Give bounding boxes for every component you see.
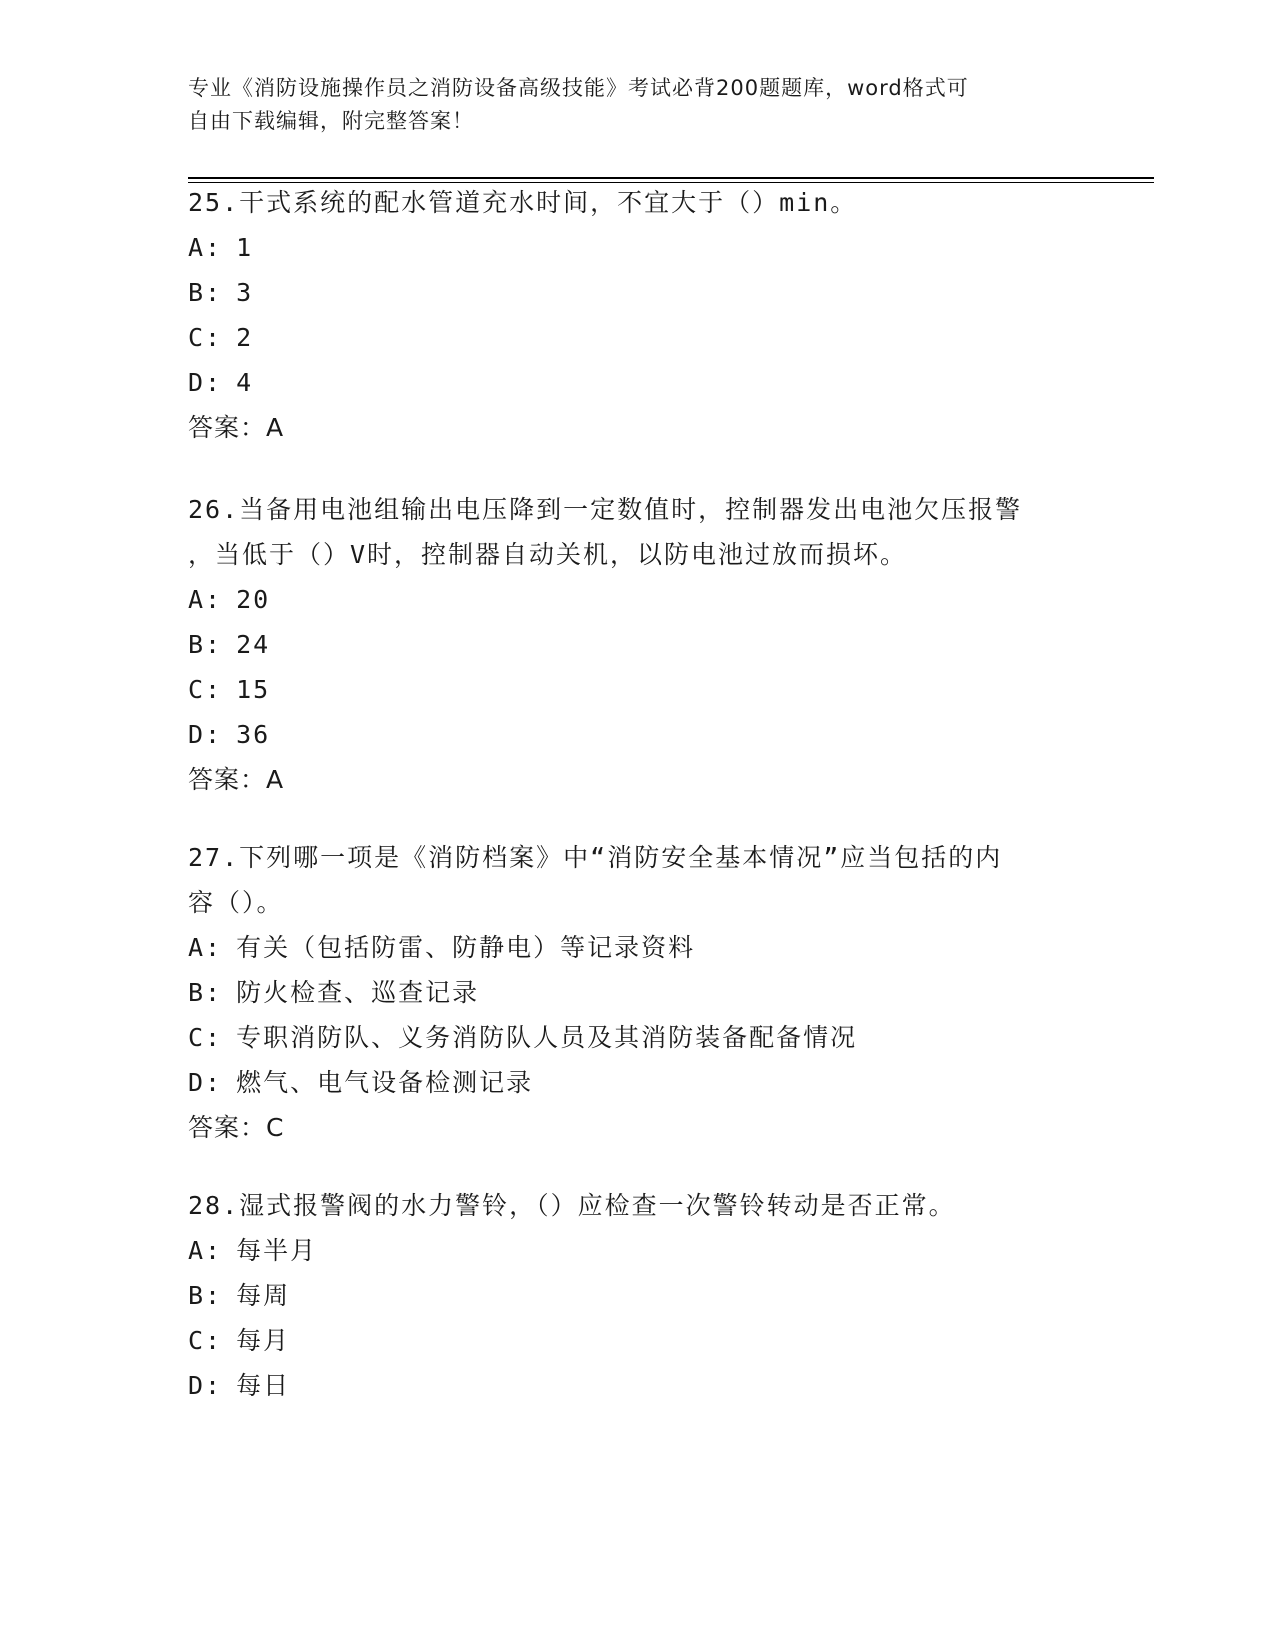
option-b [188,270,1068,315]
option-key: A: [188,1236,223,1265]
option-c [188,1318,1068,1363]
question-stem-line-1: 26.当备用电池组输出电压降到一定数值时，控制器发出电池欠压报警 [188,495,1023,524]
option-key: B: [188,978,223,1007]
question-stem-line-2: 容（）。 [188,888,284,917]
option-key: A: [188,585,223,614]
option-a [188,925,1068,970]
option-key: B: [188,1281,223,1310]
option-text: 防火检查、巡查记录 [236,978,480,1007]
option-text: 专职消防队、义务消防队人员及其消防装备配备情况 [236,1023,858,1052]
option-b [188,970,1068,1015]
header-divider-thick [188,177,1154,179]
option-key: A: [188,233,223,262]
option-text: 每月 [236,1326,291,1355]
answer-line: 答案：A [188,413,285,442]
question-28 [188,1183,1068,1408]
question-stem: 25.干式系统的配水管道充水时间，不宜大于（）min。 [188,188,858,217]
option-key: C: [188,323,223,352]
header-line-2: 自由下载编辑，附完整答案！ [188,109,474,133]
option-text: 36 [236,720,271,749]
option-text: 有关（包括防雷、防静电）等记录资料 [236,933,696,962]
option-d [188,712,1068,757]
option-c [188,315,1068,360]
option-key: C: [188,675,223,704]
option-key: B: [188,630,223,659]
option-c [188,1015,1068,1060]
option-text: 1 [236,233,254,262]
option-key: D: [188,1068,223,1097]
option-text: 4 [236,368,254,397]
option-text: 15 [236,675,271,704]
option-text: 20 [236,585,271,614]
question-25 [188,180,1068,450]
option-text: 3 [236,278,254,307]
answer-line: 答案：C [188,1113,285,1142]
option-key: B: [188,278,223,307]
option-text: 2 [236,323,254,352]
option-d [188,1363,1068,1408]
option-text: 每半月 [236,1236,318,1265]
option-b [188,1273,1068,1318]
option-key: D: [188,720,223,749]
question-stem: 28.湿式报警阀的水力警铃，（）应检查一次警铃转动是否正常。 [188,1191,956,1220]
option-text: 每日 [236,1371,291,1400]
option-c [188,667,1068,712]
answer-line: 答案：A [188,765,285,794]
option-key: A: [188,933,223,962]
header-line-1: 专业《消防设施操作员之消防设备高级技能》考试必背200题题库，word格式可 [188,76,969,100]
question-stem-line-1: 27.下列哪一项是《消防档案》中“消防安全基本情况”应当包括的内 [188,843,1003,872]
option-text: 每周 [236,1281,291,1310]
option-a [188,1228,1068,1273]
question-26 [188,487,1068,802]
question-27 [188,835,1068,1150]
option-a [188,225,1068,270]
option-a [188,577,1068,622]
option-key: C: [188,1023,223,1052]
option-d [188,1060,1068,1105]
option-text: 24 [236,630,271,659]
document-header [188,72,1088,138]
option-b [188,622,1068,667]
option-d [188,360,1068,405]
question-stem-line-2: ，当低于（）V时，控制器自动关机，以防电池过放而损坏。 [188,540,908,569]
option-key: D: [188,368,223,397]
option-key: C: [188,1326,223,1355]
option-text: 燃气、电气设备检测记录 [236,1068,534,1097]
option-key: D: [188,1371,223,1400]
